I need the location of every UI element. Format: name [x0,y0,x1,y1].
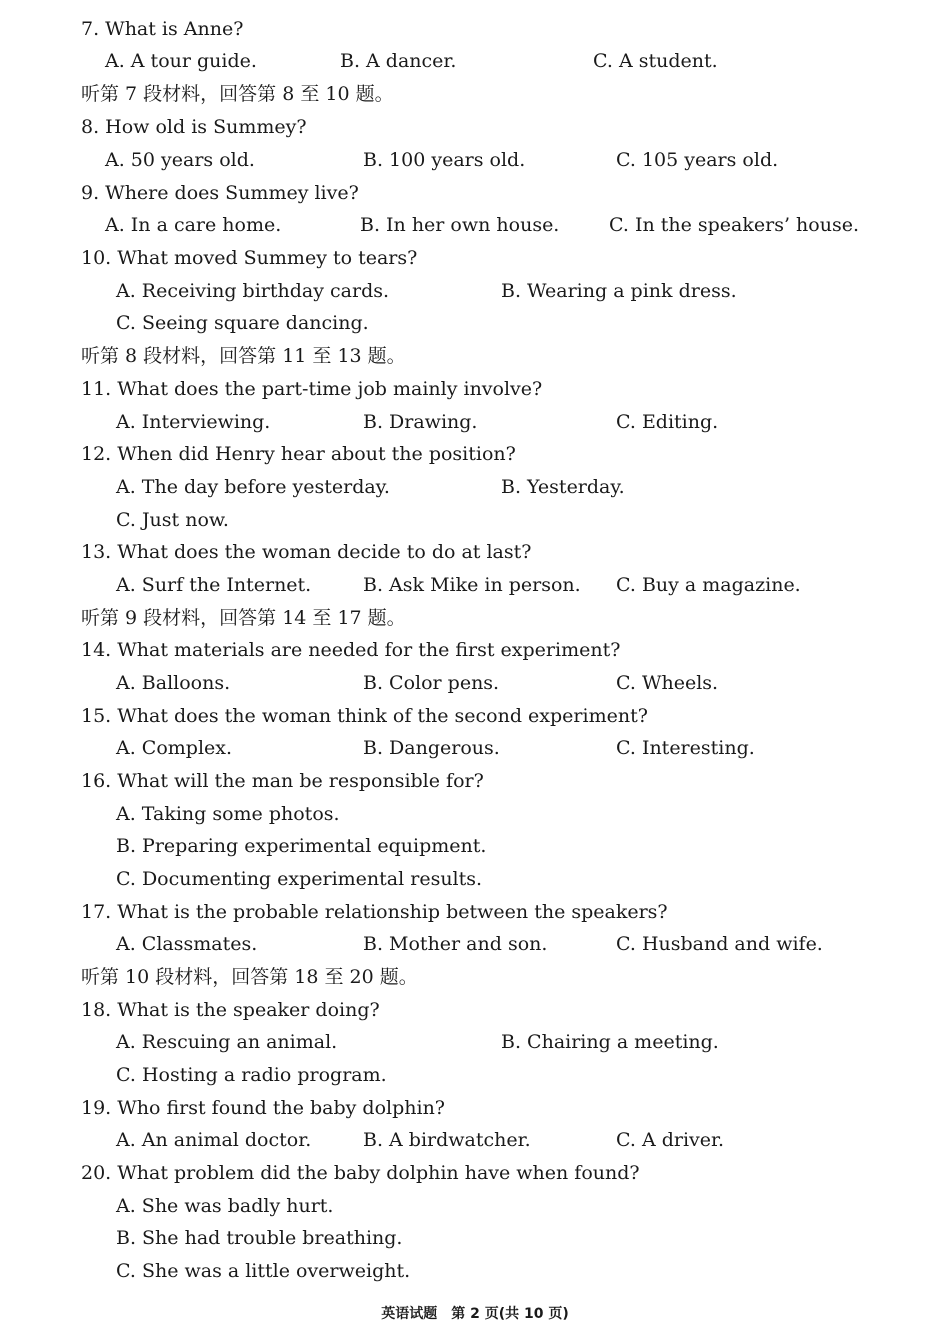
options-line [0,1059,950,1091]
section-text: 听第 7 段材料，回答第 8 至 10 题。 [81,83,394,105]
question-line [0,1157,950,1189]
options-line [0,144,950,176]
section-instruction [0,78,950,110]
options-line [0,307,950,339]
question-text: 16. What will the man be responsible for? [81,770,484,792]
option-b: B. Chairing a meeting. [501,1031,719,1053]
question-text: 9. Where does Summey live? [81,182,359,204]
option-a: A. A tour guide. [105,50,257,72]
option-a: A. Receiving birthday cards. [116,280,390,302]
question-line [0,700,950,732]
section-text: 听第 9 段材料，回答第 14 至 17 题。 [81,607,406,629]
option-c: C. She was a little overweight. [116,1260,411,1282]
option-c: C. Documenting experimental results. [116,868,483,890]
option-a: A. Interviewing. [116,411,271,433]
option-c: C. Buy a magazine. [616,574,801,596]
option-c: C. In the speakers’ house. [609,214,859,236]
option-b: B. A dancer. [340,50,457,72]
question-line [0,177,950,209]
option-b: B. Mother and son. [363,933,548,955]
question-line [0,111,950,143]
question-text: 8. How old is Summey? [81,116,307,138]
options-line [0,1124,950,1156]
option-a: A. Surf the Internet. [116,574,312,596]
options-line [0,275,950,307]
question-line [0,536,950,568]
option-b: B. Preparing experimental equipment. [116,835,487,857]
option-a: A. Classmates. [116,933,258,955]
option-a: A. An animal doctor. [116,1129,312,1151]
question-line [0,765,950,797]
option-b: B. She had trouble breathing. [116,1227,403,1249]
question-text: 10. What moved Summey to tears? [81,247,418,269]
option-a: A. She was badly hurt. [116,1195,334,1217]
question-line [0,13,950,45]
option-c: C. Seeing square dancing. [116,312,369,334]
option-a: A. Taking some photos. [116,803,340,825]
question-text: 15. What does the woman think of the second experiment? [81,705,648,727]
options-line [0,1190,950,1222]
question-line [0,438,950,470]
option-a: A. 50 years old. [105,149,255,171]
option-b: B. Yesterday. [501,476,625,498]
question-line [0,994,950,1026]
question-text: 7. What is Anne? [81,18,244,40]
option-b: B. Ask Mike in person. [363,574,581,596]
options-line [0,863,950,895]
options-line [0,830,950,862]
option-c: C. Editing. [616,411,719,433]
section-instruction [0,602,950,634]
question-text: 11. What does the part-time job mainly involve? [81,378,543,400]
section-text: 听第 10 段材料，回答第 18 至 20 题。 [81,966,418,988]
section-text: 听第 8 段材料，回答第 11 至 13 题。 [81,345,406,367]
options-line [0,667,950,699]
section-instruction [0,961,950,993]
option-c: C. A student. [593,50,718,72]
option-a: A. Balloons. [116,672,231,694]
options-line [0,1222,950,1254]
question-text: 19. Who first found the baby dolphin? [81,1097,445,1119]
option-c: C. Interesting. [616,737,755,759]
options-line [0,569,950,601]
options-line [0,798,950,830]
option-b: B. Drawing. [363,411,478,433]
option-c: C. Wheels. [616,672,719,694]
option-a: A. Rescuing an animal. [116,1031,338,1053]
question-text: 14. What materials are needed for the first experiment? [81,639,621,661]
question-line [0,373,950,405]
question-line [0,634,950,666]
option-b: B. Wearing a pink dress. [501,280,737,302]
page-footer: 英语试题 第 2 页(共 10 页) [381,1306,569,1322]
options-line [0,406,950,438]
question-text: 12. When did Henry hear about the position? [81,443,516,465]
options-line [0,471,950,503]
section-instruction [0,340,950,372]
question-text: 17. What is the probable relationship between the speakers? [81,901,668,923]
option-c: C. A driver. [616,1129,725,1151]
question-line [0,1092,950,1124]
option-b: B. Dangerous. [363,737,500,759]
option-c: C. 105 years old. [616,149,779,171]
option-a: A. The day before yesterday. [116,476,390,498]
question-line [0,242,950,274]
question-line [0,896,950,928]
option-b: B. 100 years old. [363,149,526,171]
option-a: A. In a care home. [105,214,282,236]
option-b: B. A birdwatcher. [363,1129,531,1151]
option-a: A. Complex. [116,737,233,759]
options-line [0,45,950,77]
option-c: C. Just now. [116,509,229,531]
question-text: 13. What does the woman decide to do at last? [81,541,532,563]
options-line [0,928,950,960]
option-b: B. Color pens. [363,672,500,694]
options-line [0,732,950,764]
question-text: 20. What problem did the baby dolphin have when found? [81,1162,640,1184]
options-line [0,1255,950,1287]
options-line [0,209,950,241]
option-c: C. Husband and wife. [616,933,823,955]
options-line [0,504,950,536]
options-line [0,1026,950,1058]
option-c: C. Hosting a radio program. [116,1064,387,1086]
question-text: 18. What is the speaker doing? [81,999,380,1021]
option-b: B. In her own house. [360,214,560,236]
